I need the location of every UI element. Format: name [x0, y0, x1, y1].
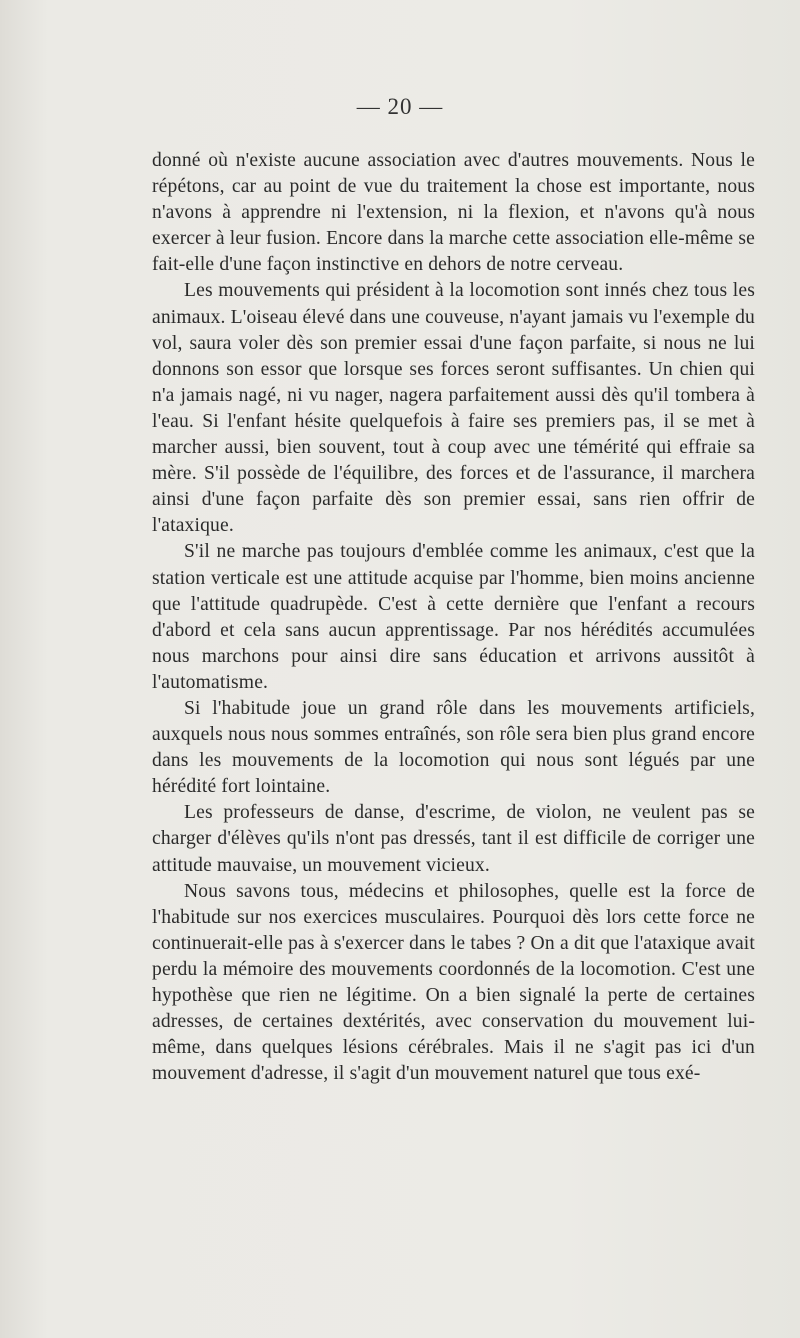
paragraph-5: Les professeurs de danse, d'escrime, de violon, ne veulent pas se charger d'élèves qu'ils n'ont pas dressés, tant il est difficile de corriger une attitude mauvaise, un mouvement vicieux. — [152, 802, 755, 876]
body-text — [152, 148, 755, 1087]
paragraph-3: S'il ne marche pas toujours d'emblée comme les animaux, c'est que la station verticale est une attitude acquise par l'homme, bien moins ancienne que l'attitude quadrupède. C'est à cette dernière que l'enfant a recours d'abord et cela sans aucun apprentissage. Par nos hérédités accumulées nous marchons pour ainsi dire sans éducation et arrivons aussitôt à l'automatisme. — [152, 541, 755, 693]
paragraph-1: donné où n'existe aucune association avec d'autres mouvements. Nous le répétons, car au point de vue du traitement la chose est importante, nous n'avons à apprendre ni l'extension, ni la flexion, et n'avons qu'à nous exercer à leur fusion. Encore dans la marche cette association elle-même se fait-elle d'une façon instinctive en dehors de notre cerveau. — [152, 150, 755, 276]
page-number: — 20 — — [356, 94, 444, 119]
paragraph-2: Les mouvements qui président à la locomotion sont innés chez tous les animaux. L'oiseau élevé dans une couveuse, n'ayant jamais vu l'exemple du vol, saura voler dès son premier essai d'une façon parfaite, si nous ne lui donnons son essor que lorsque ses forces seront suffisantes. Un chien qui n'a jamais nagé, ni vu nager, nagera parfaitement aussi dès qu'il tombera à l'eau. Si l'enfant hésite quelquefois à faire ses premiers pas, il se met à marcher aussi, bien souvent, tout à coup avec une témérité qui effraie sa mère. S'il possède de l'équilibre, des forces et de l'assurance, il marchera ainsi d'une façon parfaite dès son premier essai, sans rien offrir de l'ataxique. — [152, 280, 755, 537]
paragraph-4: Si l'habitude joue un grand rôle dans les mouvements artificiels, auxquels nous nous sommes entraînés, son rôle sera bien plus grand encore dans les mouvements de la locomotion qui nous sont légués par une hérédité fort lointaine. — [152, 697, 755, 798]
paragraph-6: Nous savons tous, médecins et philosophes, quelle est la force de l'habitude sur nos exercices musculaires. Pourquoi dès lors cette force ne continuerait-elle pas à s'exercer dans le tabes ? On a dit que l'ataxique avait perdu la mémoire des mouvements coordonnés de la locomotion. C'est une hypothèse que rien ne légitime. On a bien signalé la perte de certaines adresses, de certaines dextérités, avec conservation du mouvement lui-même, dans quelques lésions cérébrales. Mais il ne s'agit pas ici d'un mouvement d'adresse, il s'agit d'un mouvement naturel que tous exé- — [152, 880, 755, 1085]
